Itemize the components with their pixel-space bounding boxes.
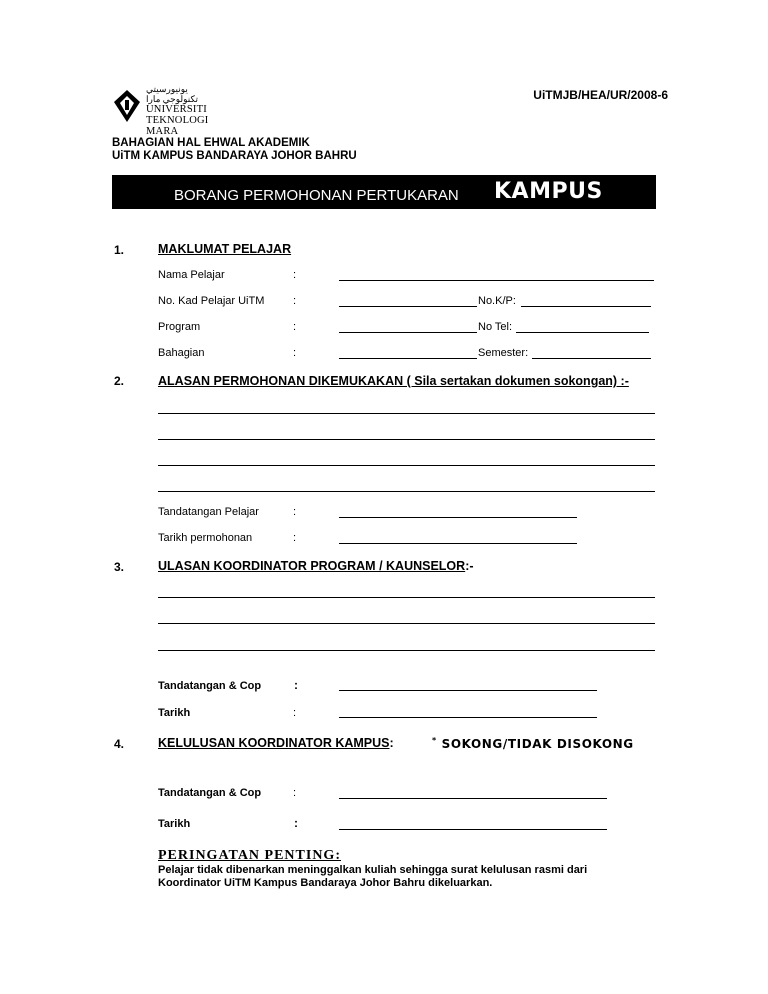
campus-name: UiTM KAMPUS BANDARAYA JOHOR BAHRU bbox=[112, 150, 357, 162]
semester-label: Semester: bbox=[478, 347, 529, 359]
warning-text bbox=[158, 864, 628, 890]
approval-decision bbox=[432, 736, 634, 751]
campus-date-field[interactable] bbox=[339, 829, 607, 830]
section3-heading-wrap bbox=[158, 559, 474, 573]
logo-jawi: ﯾﻮﻧﻴﻮﺭﺳﻴﺘﻲ ﺗﻜﻨﻮﻟﻮﺟﻲ ﻣﺎﺭﺍ bbox=[146, 84, 198, 104]
coordinator-signature-label: Tandatangan & Cop bbox=[158, 680, 262, 692]
coordinator-signature-field[interactable] bbox=[339, 690, 597, 691]
section4-heading-suffix: : bbox=[389, 736, 394, 750]
student-signature-label: Tandatangan Pelajar bbox=[158, 506, 259, 518]
section4-heading-wrap bbox=[158, 736, 394, 750]
coordinator-date-label: Tarikh bbox=[158, 707, 191, 719]
reason-line[interactable] bbox=[158, 413, 655, 414]
comment-line[interactable] bbox=[158, 597, 655, 598]
section2-number: 2. bbox=[114, 374, 125, 388]
notel-field[interactable] bbox=[516, 332, 649, 333]
colon: : bbox=[293, 532, 297, 544]
asterisk: * bbox=[432, 736, 437, 745]
comment-line[interactable] bbox=[158, 650, 655, 651]
section3-heading-suffix: :- bbox=[465, 559, 474, 573]
campus-signature-label: Tandatangan & Cop bbox=[158, 787, 262, 799]
nama-pelajar-field[interactable] bbox=[339, 280, 654, 281]
campus-date-label: Tarikh bbox=[158, 818, 191, 830]
uitm-crest-icon bbox=[112, 88, 142, 124]
section1-number: 1. bbox=[114, 243, 125, 257]
colon: : bbox=[294, 678, 298, 692]
section2-heading: ALASAN PERMOHONAN DIKEMUKAKAN ( Sila sertakan dokumen sokongan) :- bbox=[158, 374, 629, 388]
bahagian-field[interactable] bbox=[339, 358, 477, 359]
warning-line2: Koordinator UiTM Kampus Bandaraya Johor Bahru dikeluarkan. bbox=[158, 877, 493, 889]
program-field[interactable] bbox=[339, 332, 477, 333]
uitm-logo bbox=[112, 84, 209, 137]
coordinator-date-field[interactable] bbox=[339, 717, 597, 718]
kad-pelajar-label: No. Kad Pelajar UiTM bbox=[158, 295, 265, 307]
student-signature-field[interactable] bbox=[339, 517, 577, 518]
colon: : bbox=[293, 347, 297, 359]
warning-title: PERINGATAN PENTING: bbox=[158, 848, 341, 863]
section3-heading: ULASAN KOORDINATOR PROGRAM / KAUNSELOR bbox=[158, 559, 466, 573]
nama-pelajar-label: Nama Pelajar bbox=[158, 269, 225, 281]
colon: : bbox=[293, 506, 297, 518]
colon: : bbox=[293, 787, 297, 799]
department-name: BAHAGIAN HAL EHWAL AKADEMIK bbox=[112, 137, 310, 149]
application-date-label: Tarikh permohonan bbox=[158, 532, 253, 544]
kad-pelajar-field[interactable] bbox=[339, 306, 477, 307]
logo-line1: UNIVERSITI bbox=[146, 104, 207, 115]
nokp-label: No.K/P: bbox=[478, 295, 516, 307]
logo-wordmark bbox=[146, 84, 208, 137]
comment-line[interactable] bbox=[158, 623, 655, 624]
program-label: Program bbox=[158, 321, 201, 333]
logo-line3: MARA bbox=[146, 126, 179, 137]
colon: : bbox=[293, 269, 297, 281]
colon: : bbox=[293, 321, 297, 333]
form-title-bar bbox=[112, 175, 656, 209]
reason-line[interactable] bbox=[158, 491, 655, 492]
bahagian-label: Bahagian bbox=[158, 347, 205, 359]
warning-line1: Pelajar tidak dibenarkan meninggalkan kuliah sehingga surat kelulusan rasmi dari bbox=[158, 864, 588, 876]
application-date-field[interactable] bbox=[339, 543, 577, 544]
nokp-field[interactable] bbox=[521, 306, 651, 307]
semester-field[interactable] bbox=[532, 358, 651, 359]
reason-line[interactable] bbox=[158, 465, 655, 466]
section3-number: 3. bbox=[114, 560, 125, 574]
decision-options: SOKONG/TIDAK DISOKONG bbox=[441, 737, 634, 751]
notel-label: No Tel: bbox=[478, 321, 513, 333]
section4-number: 4. bbox=[114, 737, 125, 751]
campus-signature-field[interactable] bbox=[339, 798, 607, 799]
form-title-part1: BORANG PERMOHONAN PERTUKARAN bbox=[174, 187, 459, 204]
colon: : bbox=[293, 707, 297, 719]
reason-line[interactable] bbox=[158, 439, 655, 440]
colon: : bbox=[293, 295, 297, 307]
form-title-part2: KAMPUS bbox=[494, 179, 603, 204]
section4-heading: KELULUSAN KOORDINATOR KAMPUS bbox=[158, 736, 390, 750]
section1-heading: MAKLUMAT PELAJAR bbox=[158, 242, 292, 256]
form-reference: UiTMJB/HEA/UR/2008-6 bbox=[533, 88, 668, 102]
colon: : bbox=[294, 816, 298, 830]
logo-line2: TEKNOLOGI bbox=[146, 115, 209, 126]
